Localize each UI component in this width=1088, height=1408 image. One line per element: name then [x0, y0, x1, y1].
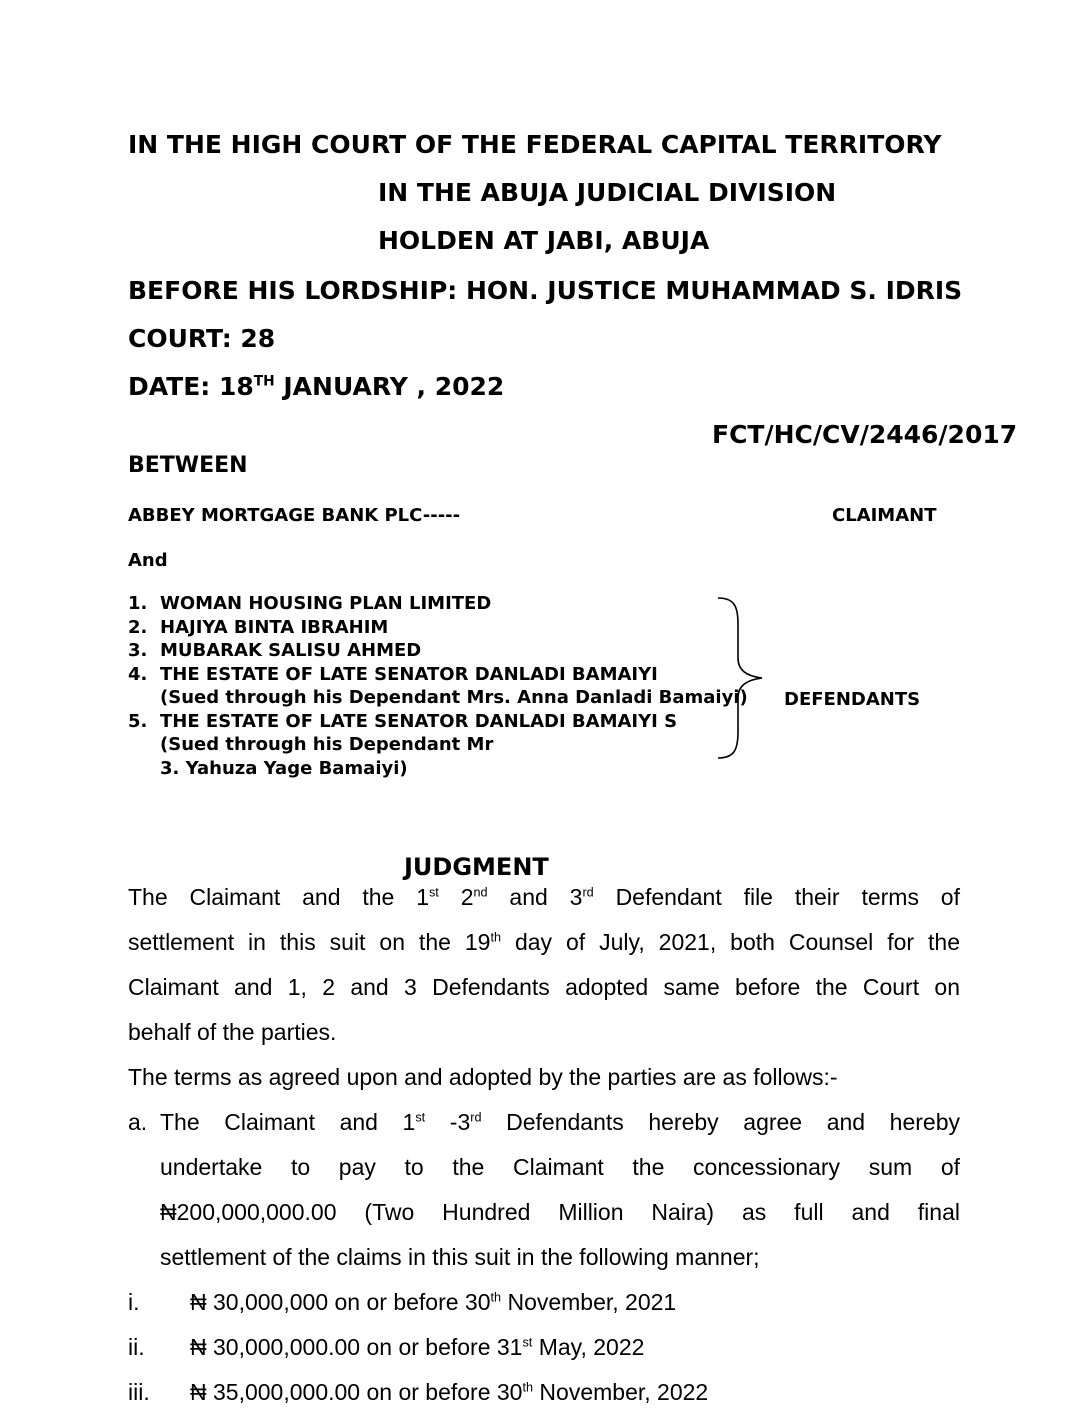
installment-label: ii.: [128, 1334, 145, 1360]
installment-text: ₦ 30,000,000 on or before 30th November, 2021: [190, 1289, 677, 1315]
claimant-name: ABBEY MORTGAGE BANK PLC-----: [128, 505, 461, 526]
before-lordship: BEFORE HIS LORDSHIP: HON. JUSTICE MUHAMMAD S. IDRIS: [128, 276, 963, 305]
list-item: 4. THE ESTATE OF LATE SENATOR DANLADI BAMAIYI: [128, 663, 658, 685]
defendants-list: [128, 593, 748, 781]
paragraph-line: undertake to pay to the Claimant the concessionary sum of: [160, 1154, 960, 1180]
court-number: COURT: 28: [128, 324, 276, 353]
paragraph-line: The Claimant and 1st -3rd Defendants hereby agree and hereby: [160, 1109, 960, 1135]
list-item: 1. WOMAN HOUSING PLAN LIMITED: [128, 593, 492, 614]
list-item: 3. Yahuza Yage Bamaiyi): [160, 757, 408, 779]
list-item: 5. THE ESTATE OF LATE SENATOR DANLADI BAMAIYI S: [128, 710, 678, 732]
list-item: 3. MUBARAK SALISU AHMED: [128, 640, 422, 661]
paragraph-line: settlement of the claims in this suit in the following manner;: [160, 1244, 760, 1270]
judicial-division: IN THE ABUJA JUDICIAL DIVISION: [378, 178, 837, 207]
between-label: BETWEEN: [128, 453, 248, 478]
paragraph-line: The terms as agreed upon and adopted by the parties are as follows:-: [128, 1064, 838, 1090]
installment-text: ₦ 30,000,000.00 on or before 31st May, 2022: [190, 1334, 645, 1360]
paragraph-line: The Claimant and the 1st 2nd and 3rd Defendant file their terms of: [128, 884, 960, 910]
list-item: (Sued through his Dependant Mr: [160, 734, 494, 755]
paragraph-line: Claimant and 1, 2 and 3 Defendants adopted same before the Court on: [128, 974, 960, 1000]
and-label: And: [128, 550, 168, 571]
item-label: a.: [128, 1109, 148, 1135]
judgment-title: JUDGMENT: [404, 853, 549, 881]
judgment-date: DATE: 18TH JANUARY , 2022: [128, 372, 505, 401]
suit-number: FCT/HC/CV/2446/2017: [712, 420, 1018, 449]
court-title: IN THE HIGH COURT OF THE FEDERAL CAPITAL TERRITORY: [128, 130, 942, 159]
defendants-role: DEFENDANTS: [784, 689, 921, 710]
installment-text: ₦ 35,000,000.00 on or before 30th November, 2022: [190, 1379, 709, 1405]
holden-at: HOLDEN AT JABI, ABUJA: [378, 226, 710, 255]
claimant-role: CLAIMANT: [832, 505, 937, 526]
paragraph-line: settlement in this suit on the 19th day of July, 2021, both Counsel for the: [128, 929, 960, 955]
paragraph-line: behalf of the parties.: [128, 1019, 337, 1045]
paragraph-line: ₦200,000,000.00 (Two Hundred Million Naira) as full and final: [160, 1199, 960, 1225]
list-item: 2. HAJIYA BINTA IBRAHIM: [128, 616, 389, 638]
curly-brace-icon: [716, 596, 766, 760]
list-item: (Sued through his Dependant Mrs. Anna Danladi Bamaiyi): [160, 687, 748, 708]
installment-label: iii.: [128, 1379, 150, 1405]
installment-label: i.: [128, 1289, 140, 1315]
